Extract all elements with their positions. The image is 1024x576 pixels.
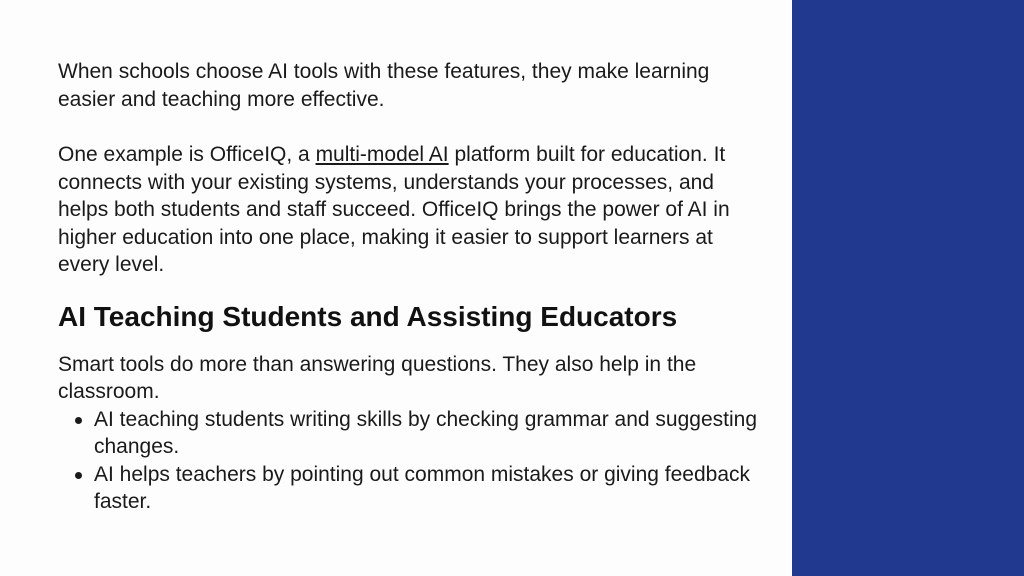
bullet-item: AI teaching students writing skills by checking grammar and suggesting changes. — [94, 406, 770, 461]
section-heading: AI Teaching Students and Assisting Educators — [58, 300, 678, 332]
example-paragraph — [58, 141, 770, 279]
example-text-after-link: platform built for education. It connects with your existing systems, understands your processes, and helps both students and staff succeed. OfficeIQ brings the power of AI in higher education into one place, making it easier to support learners at every level. — [58, 143, 730, 276]
intro-paragraph: When schools choose AI tools with these features, they make learning easier and teaching more effective. — [58, 60, 710, 111]
example-text-before-link: One example is OfficeIQ, a — [58, 143, 316, 166]
bullet-item: AI helps teachers by pointing out common mistakes or giving feedback faster. — [94, 461, 770, 516]
side-color-panel — [792, 0, 1024, 576]
bullet-list — [58, 406, 770, 516]
article-body — [58, 58, 770, 516]
section-lead-paragraph: Smart tools do more than answering questions. They also help in the classroom. — [58, 352, 697, 403]
multi-model-ai-link[interactable]: multi-model AI — [315, 143, 449, 166]
